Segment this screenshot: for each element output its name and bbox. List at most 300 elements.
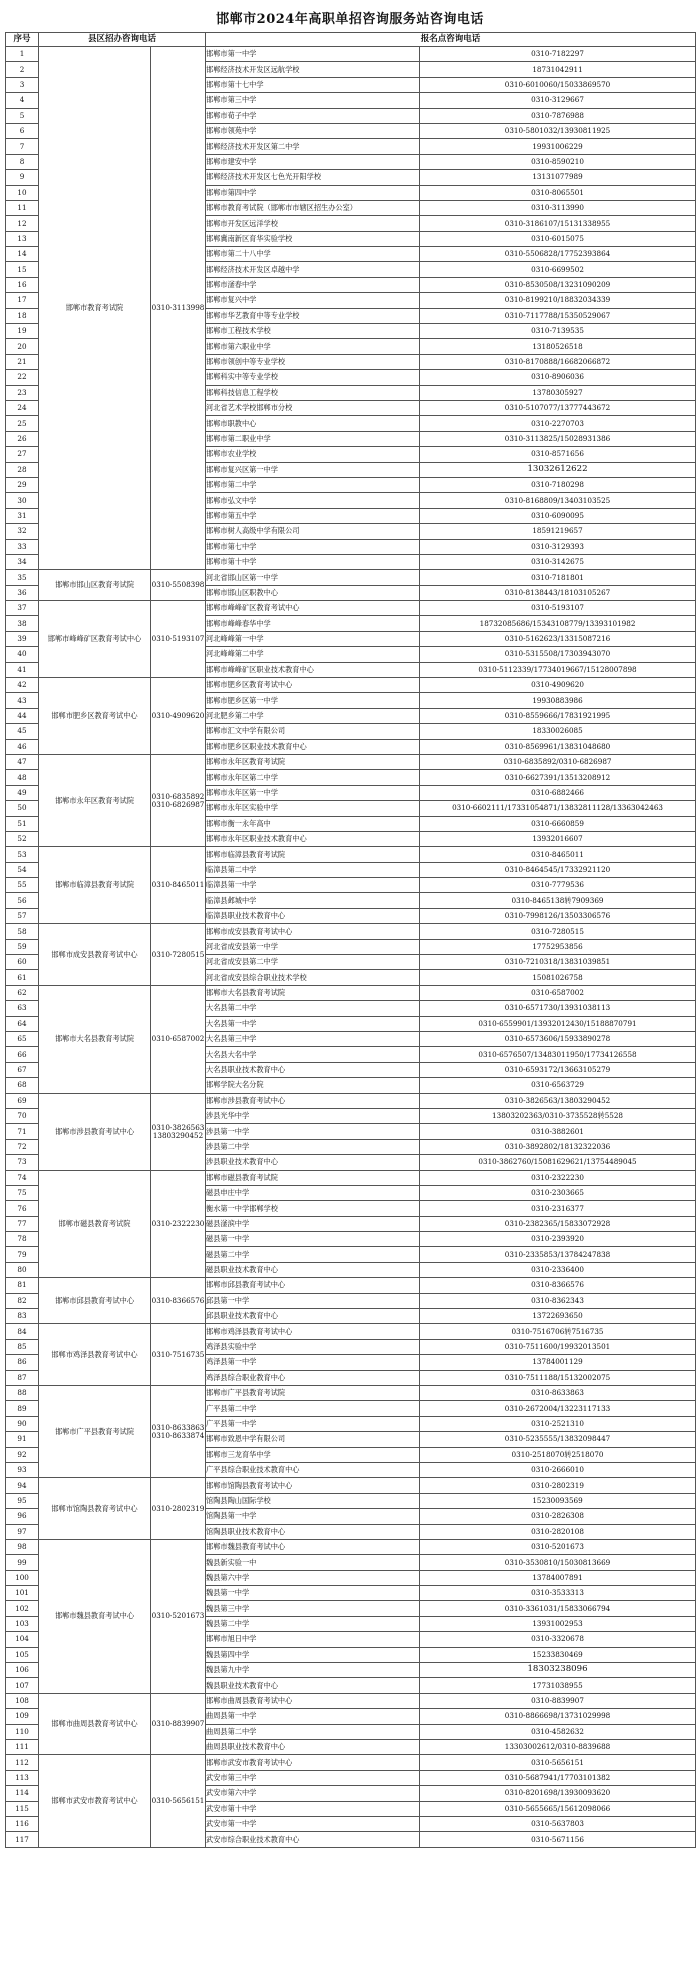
registration-site-name: 邯郸经济技术开发区远航学校: [206, 62, 420, 77]
registration-site-phone: 0310-7139535: [420, 324, 696, 339]
registration-site-phone: 0310-3113825/15028931386: [420, 431, 696, 446]
row-number: 85: [6, 1339, 39, 1354]
registration-site-phone: 17731038955: [420, 1678, 696, 1693]
registration-site-name: 邯郸市衡一永年高中: [206, 816, 420, 831]
registration-site-phone: 0310-6587002: [420, 985, 696, 1000]
registration-site-name: 邯郸市邱县教育考试中心: [206, 1278, 420, 1293]
registration-site-phone: 0310-6010060/15033869570: [420, 77, 696, 92]
registration-site-name: 邯郸市邯山区职教中心: [206, 585, 420, 600]
registration-site-name: 邯郸市领创中等专业学校: [206, 354, 420, 369]
registration-site-phone: 15233830469: [420, 1647, 696, 1662]
registration-site-phone: 0310-7876988: [420, 108, 696, 123]
table-row: [6, 1278, 696, 1293]
row-number: 27: [6, 447, 39, 462]
registration-site-name: 魏县第一中学: [206, 1586, 420, 1601]
registration-site-name: 曲周县第一中学: [206, 1709, 420, 1724]
registration-site-phone: 13131077989: [420, 170, 696, 185]
registration-site-name: 大名县第二中学: [206, 1001, 420, 1016]
registration-site-phone: 0310-7117788/15350529067: [420, 308, 696, 323]
table-row: [6, 1755, 696, 1770]
registration-site-phone: 0310-6559901/13932012430/15188870791: [420, 1016, 696, 1031]
row-number: 60: [6, 955, 39, 970]
registration-site-name: 邯郸市永年区职业技术教育中心: [206, 831, 420, 846]
district-office-phone: 0310-3826563 13803290452: [151, 1093, 206, 1170]
row-number: 97: [6, 1524, 39, 1539]
registration-site-phone: 0310-6660859: [420, 816, 696, 831]
registration-site-name: 邯郸学院大名分院: [206, 1078, 420, 1093]
registration-site-name: 邯郸市汇文中学有限公司: [206, 724, 420, 739]
district-office-name: 邯郸市涉县教育考试中心: [39, 1093, 151, 1170]
district-office-name: 邯郸市魏县教育考试中心: [39, 1539, 151, 1693]
registration-site-name: 邯郸市第一中学: [206, 47, 420, 62]
registration-site-name: 河北峰峰第二中学: [206, 647, 420, 662]
registration-site-name: 邱县第一中学: [206, 1293, 420, 1308]
header-registration: 报名点咨询电话: [206, 33, 696, 47]
registration-site-phone: 0310-6571730/13931038113: [420, 1001, 696, 1016]
registration-site-phone: 0310-2518070转2518070: [420, 1447, 696, 1462]
row-number: 29: [6, 477, 39, 492]
registration-site-name: 曲周县职业技术教育中心: [206, 1739, 420, 1754]
registration-site-name: 河北省艺术学校邯郸市分校: [206, 400, 420, 415]
row-number: 64: [6, 1016, 39, 1031]
row-number: 94: [6, 1478, 39, 1493]
registration-site-name: 临漳县第一中学: [206, 878, 420, 893]
registration-site-name: 邯郸市复兴区第一中学: [206, 462, 420, 477]
row-number: 8: [6, 154, 39, 169]
registration-site-phone: 0310-2802319: [420, 1478, 696, 1493]
registration-site-phone: 0310-2335853/13784247838: [420, 1247, 696, 1262]
header-district: 县区招办咨询电话: [39, 33, 206, 47]
registration-site-phone: 15081026758: [420, 970, 696, 985]
registration-site-phone: 13303002612/0310-8839688: [420, 1739, 696, 1754]
row-number: 57: [6, 908, 39, 923]
header-index: 序号: [6, 33, 39, 47]
registration-site-name: 涉县职业技术教育中心: [206, 1155, 420, 1170]
row-number: 47: [6, 754, 39, 769]
registration-site-name: 衡水第一中学邯郸学校: [206, 1201, 420, 1216]
registration-site-phone: 18303238096: [420, 1663, 696, 1678]
registration-site-name: 邯郸市农业学校: [206, 447, 420, 462]
row-number: 88: [6, 1385, 39, 1400]
registration-site-name: 邯郸市教育考试院（邯郸市市辖区招生办公室）: [206, 200, 420, 215]
registration-site-name: 河北省邯山区第一中学: [206, 570, 420, 585]
registration-site-phone: 0310-6593172/13663105279: [420, 1062, 696, 1077]
row-number: 16: [6, 277, 39, 292]
row-number: 31: [6, 508, 39, 523]
row-number: 62: [6, 985, 39, 1000]
row-number: 46: [6, 739, 39, 754]
registration-site-phone: 0310-2322230: [420, 1170, 696, 1185]
row-number: 12: [6, 216, 39, 231]
row-number: 89: [6, 1401, 39, 1416]
registration-site-name: 鸡泽县综合职业教育中心: [206, 1370, 420, 1385]
row-number: 17: [6, 293, 39, 308]
registration-site-phone: 0310-5235555/13832098447: [420, 1432, 696, 1447]
registration-site-phone: 13784007891: [420, 1570, 696, 1585]
row-number: 76: [6, 1201, 39, 1216]
row-number: 36: [6, 585, 39, 600]
registration-site-phone: 0310-8465138转7909369: [420, 893, 696, 908]
registration-site-name: 广平县第二中学: [206, 1401, 420, 1416]
registration-site-name: 武安市综合职业技术教育中心: [206, 1832, 420, 1847]
registration-site-phone: 0310-6835892/0310-6826987: [420, 754, 696, 769]
row-number: 2: [6, 62, 39, 77]
registration-site-name: 大名县第一中学: [206, 1016, 420, 1031]
row-number: 72: [6, 1139, 39, 1154]
table-row: [6, 1539, 696, 1554]
registration-site-name: 磁县第二中学: [206, 1247, 420, 1262]
registration-site-phone: 0310-8906036: [420, 370, 696, 385]
registration-site-name: 邯郸经济技术开发区卓越中学: [206, 262, 420, 277]
district-office-name: 邯郸市永年区教育考试院: [39, 754, 151, 846]
registration-site-name: 邯郸市旭日中学: [206, 1632, 420, 1647]
registration-site-phone: 0310-5637803: [420, 1816, 696, 1831]
row-number: 105: [6, 1647, 39, 1662]
registration-site-name: 武安市第三中学: [206, 1770, 420, 1785]
registration-site-name: 馆陶县第一中学: [206, 1509, 420, 1524]
row-number: 73: [6, 1155, 39, 1170]
row-number: 10: [6, 185, 39, 200]
registration-site-name: 邯郸市工程技术学校: [206, 324, 420, 339]
registration-site-name: 邯郸市荀子中学: [206, 108, 420, 123]
registration-site-name: 邯郸科实中等专业学校: [206, 370, 420, 385]
registration-site-phone: 0310-2521310: [420, 1416, 696, 1431]
registration-site-name: 邯郸市第四中学: [206, 185, 420, 200]
row-number: 11: [6, 200, 39, 215]
row-number: 100: [6, 1570, 39, 1585]
district-office-name: 邯郸市广平县教育考试院: [39, 1385, 151, 1477]
registration-site-phone: 0310-8170888/16682066872: [420, 354, 696, 369]
table-row: [6, 47, 696, 62]
registration-site-name: 邯郸市职教中心: [206, 416, 420, 431]
registration-site-phone: 0310-2303665: [420, 1185, 696, 1200]
registration-site-phone: 0310-3186107/15131338955: [420, 216, 696, 231]
registration-site-phone: 0310-5315508/17303943070: [420, 647, 696, 662]
district-office-name: 邯郸市临漳县教育考试院: [39, 847, 151, 924]
table-row: [6, 1170, 696, 1185]
row-number: 112: [6, 1755, 39, 1770]
registration-site-name: 邯郸冀南新区育华实验学校: [206, 231, 420, 246]
district-office-phone: 0310-6835892 0310-6826987: [151, 754, 206, 846]
registration-site-phone: 13931002953: [420, 1616, 696, 1631]
registration-site-name: 邯郸市广平县教育考试院: [206, 1385, 420, 1400]
registration-site-name: 邯郸市肥乡区教育考试中心: [206, 678, 420, 693]
row-number: 67: [6, 1062, 39, 1077]
row-number: 52: [6, 831, 39, 846]
registration-site-phone: 0310-2270703: [420, 416, 696, 431]
registration-site-phone: 0310-2672004/13223117133: [420, 1401, 696, 1416]
row-number: 51: [6, 816, 39, 831]
registration-site-name: 邯郸科技信息工程学校: [206, 385, 420, 400]
registration-site-phone: 0310-8138443/18103105267: [420, 585, 696, 600]
row-number: 93: [6, 1462, 39, 1477]
registration-site-phone: 0310-7210318/13831039851: [420, 955, 696, 970]
registration-site-phone: 0310-3142675: [420, 554, 696, 569]
registration-site-phone: 0310-8866698/13731029998: [420, 1709, 696, 1724]
row-number: 56: [6, 893, 39, 908]
registration-site-phone: 0310-2382365/15833072928: [420, 1216, 696, 1231]
registration-site-phone: 0310-6573606/15933890278: [420, 1032, 696, 1047]
row-number: 68: [6, 1078, 39, 1093]
row-number: 13: [6, 231, 39, 246]
registration-site-phone: 0310-3862760/15081629621/13754489045: [420, 1155, 696, 1170]
registration-site-name: 邯郸市建安中学: [206, 154, 420, 169]
registration-site-phone: 0310-7182297: [420, 47, 696, 62]
table-row: [6, 1093, 696, 1108]
row-number: 109: [6, 1709, 39, 1724]
registration-site-name: 邯郸市磁县教育考试院: [206, 1170, 420, 1185]
row-number: 65: [6, 1032, 39, 1047]
district-office-name: 邯郸市成安县教育考试中心: [39, 924, 151, 986]
district-office-name: 邯郸市曲周县教育考试中心: [39, 1693, 151, 1755]
registration-site-name: 大名县第三中学: [206, 1032, 420, 1047]
registration-site-phone: 0310-5687941/17703101382: [420, 1770, 696, 1785]
registration-site-phone: 19930883986: [420, 693, 696, 708]
table-row: [6, 754, 696, 769]
district-office-phone: 0310-2802319: [151, 1478, 206, 1540]
registration-site-name: 邯郸市大名县教育考试院: [206, 985, 420, 1000]
district-office-phone: 0310-3113998: [151, 47, 206, 570]
row-number: 117: [6, 1832, 39, 1847]
registration-site-phone: 0310-7280515: [420, 924, 696, 939]
row-number: 38: [6, 616, 39, 631]
district-office-phone: 0310-5508398: [151, 570, 206, 601]
row-number: 108: [6, 1693, 39, 1708]
registration-site-phone: 19931006229: [420, 139, 696, 154]
row-number: 19: [6, 324, 39, 339]
row-number: 70: [6, 1108, 39, 1123]
row-number: 48: [6, 770, 39, 785]
table-header-row: [6, 33, 696, 47]
registration-site-phone: 0310-5656151: [420, 1755, 696, 1770]
registration-site-name: 邯郸市永年区实验中学: [206, 801, 420, 816]
registration-site-phone: 0310-5506828/17752393864: [420, 247, 696, 262]
row-number: 35: [6, 570, 39, 585]
registration-site-phone: 0310-3129667: [420, 93, 696, 108]
row-number: 24: [6, 400, 39, 415]
row-number: 92: [6, 1447, 39, 1462]
row-number: 43: [6, 693, 39, 708]
registration-site-phone: 0310-8362343: [420, 1293, 696, 1308]
registration-site-name: 邯郸市三龙育华中学: [206, 1447, 420, 1462]
registration-site-phone: 0310-2826308: [420, 1509, 696, 1524]
row-number: 45: [6, 724, 39, 739]
registration-site-phone: 0310-8530508/13231090209: [420, 277, 696, 292]
registration-site-phone: 0310-6090095: [420, 508, 696, 523]
row-number: 22: [6, 370, 39, 385]
registration-site-phone: 0310-5112339/17734019667/15128007898: [420, 662, 696, 677]
row-number: 87: [6, 1370, 39, 1385]
row-number: 28: [6, 462, 39, 477]
registration-site-name: 魏县第四中学: [206, 1647, 420, 1662]
registration-site-phone: 0310-6699502: [420, 262, 696, 277]
registration-site-phone: 0310-7779536: [420, 878, 696, 893]
row-number: 4: [6, 93, 39, 108]
registration-site-name: 曲周县第二中学: [206, 1724, 420, 1739]
table-row: [6, 1324, 696, 1339]
registration-site-phone: 0310-2820108: [420, 1524, 696, 1539]
row-number: 20: [6, 339, 39, 354]
row-number: 96: [6, 1509, 39, 1524]
registration-site-phone: 0310-3826563/13803290452: [420, 1093, 696, 1108]
registration-site-phone: 0310-5107077/13777443672: [420, 400, 696, 415]
row-number: 55: [6, 878, 39, 893]
district-office-phone: 0310-2322230: [151, 1170, 206, 1278]
registration-site-name: 馆陶县陶山国际学校: [206, 1493, 420, 1508]
registration-site-name: 磁县滏滨中学: [206, 1216, 420, 1231]
row-number: 78: [6, 1232, 39, 1247]
registration-site-name: 鸡泽县实验中学: [206, 1339, 420, 1354]
registration-site-name: 邯郸经济技术开发区第二中学: [206, 139, 420, 154]
row-number: 21: [6, 354, 39, 369]
registration-site-name: 涉县第一中学: [206, 1124, 420, 1139]
registration-site-name: 河北峰峰第一中学: [206, 631, 420, 646]
registration-site-name: 邯郸市树人高级中学有限公司: [206, 524, 420, 539]
row-number: 114: [6, 1786, 39, 1801]
row-number: 39: [6, 631, 39, 646]
row-number: 30: [6, 493, 39, 508]
registration-site-phone: 0310-8559666/17831921995: [420, 708, 696, 723]
registration-site-name: 大名县职业技术教育中心: [206, 1062, 420, 1077]
registration-site-phone: 0310-6602111/17331054871/13832811128/13363042463: [420, 801, 696, 816]
registration-site-name: 魏县新实验一中: [206, 1555, 420, 1570]
district-office-name: 邯郸市鸡泽县教育考试中心: [39, 1324, 151, 1386]
registration-site-phone: 0310-3892802/18132322036: [420, 1139, 696, 1154]
district-office-phone: 0310-4909620: [151, 678, 206, 755]
registration-site-name: 邯郸市滏春中学: [206, 277, 420, 292]
row-number: 102: [6, 1601, 39, 1616]
row-number: 90: [6, 1416, 39, 1431]
table-row: [6, 1385, 696, 1400]
registration-site-name: 河北省成安县综合职业技术学校: [206, 970, 420, 985]
district-office-phone: 0310-5193107: [151, 601, 206, 678]
registration-site-name: 邯郸市峰峰矿区教育考试中心: [206, 601, 420, 616]
registration-site-phone: 0310-2336400: [420, 1262, 696, 1277]
registration-site-phone: 0310-8168809/13403103525: [420, 493, 696, 508]
row-number: 6: [6, 123, 39, 138]
registration-site-name: 邯郸市第二中学: [206, 477, 420, 492]
registration-site-phone: 0310-6563729: [420, 1078, 696, 1093]
registration-site-phone: 0310-8464545/17332921120: [420, 862, 696, 877]
registration-site-name: 邯郸市弘文中学: [206, 493, 420, 508]
registration-site-phone: 0310-8569961/13831048680: [420, 739, 696, 754]
registration-site-name: 邯郸市肥乡区职业技术教育中心: [206, 739, 420, 754]
district-office-name: 邯郸市肥乡区教育考试中心: [39, 678, 151, 755]
registration-site-name: 邯郸市致恩中学有限公司: [206, 1432, 420, 1447]
row-number: 83: [6, 1309, 39, 1324]
registration-site-name: 邱县职业技术教育中心: [206, 1309, 420, 1324]
row-number: 23: [6, 385, 39, 400]
registration-site-phone: 0310-3129393: [420, 539, 696, 554]
district-office-phone: 0310-5201673: [151, 1539, 206, 1693]
district-office-phone: 0310-8465011: [151, 847, 206, 924]
row-number: 101: [6, 1586, 39, 1601]
registration-site-phone: 0310-3533313: [420, 1586, 696, 1601]
registration-site-phone: 0310-3361031/15833066794: [420, 1601, 696, 1616]
registration-site-name: 河北省成安县第二中学: [206, 955, 420, 970]
registration-site-name: 魏县第九中学: [206, 1663, 420, 1678]
row-number: 86: [6, 1355, 39, 1370]
registration-site-name: 鸡泽县第一中学: [206, 1355, 420, 1370]
registration-site-phone: 0310-7181801: [420, 570, 696, 585]
district-office-phone: 0310-5656151: [151, 1755, 206, 1847]
registration-site-name: 大名县大名中学: [206, 1047, 420, 1062]
row-number: 32: [6, 524, 39, 539]
district-office-name: 邯郸市大名县教育考试院: [39, 985, 151, 1093]
row-number: 59: [6, 939, 39, 954]
row-number: 63: [6, 1001, 39, 1016]
registration-site-phone: 0310-6627391/13513208912: [420, 770, 696, 785]
row-number: 5: [6, 108, 39, 123]
row-number: 40: [6, 647, 39, 662]
table-row: [6, 601, 696, 616]
registration-site-phone: 0310-6015075: [420, 231, 696, 246]
registration-site-name: 邯郸市领苑中学: [206, 123, 420, 138]
row-number: 113: [6, 1770, 39, 1785]
registration-site-phone: 13780305927: [420, 385, 696, 400]
row-number: 41: [6, 662, 39, 677]
row-number: 50: [6, 801, 39, 816]
row-number: 71: [6, 1124, 39, 1139]
registration-site-name: 邯郸市第六职业中学: [206, 339, 420, 354]
registration-site-name: 临漳县职业技术教育中心: [206, 908, 420, 923]
district-office-phone: 0310-7516735: [151, 1324, 206, 1386]
row-number: 42: [6, 678, 39, 693]
registration-site-name: 邯郸市第七中学: [206, 539, 420, 554]
registration-site-name: 武安市第一中学: [206, 1816, 420, 1831]
row-number: 84: [6, 1324, 39, 1339]
contact-table: [5, 32, 696, 1848]
registration-site-phone: 0310-5801032/13930811925: [420, 123, 696, 138]
row-number: 115: [6, 1801, 39, 1816]
registration-site-phone: 0310-8590210: [420, 154, 696, 169]
row-number: 91: [6, 1432, 39, 1447]
registration-site-name: 魏县第六中学: [206, 1570, 420, 1585]
row-number: 37: [6, 601, 39, 616]
district-office-phone: 0310-8366576: [151, 1278, 206, 1324]
registration-site-phone: 0310-7511188/15132002075: [420, 1370, 696, 1385]
row-number: 81: [6, 1278, 39, 1293]
registration-site-name: 邯郸市峰峰春华中学: [206, 616, 420, 631]
district-office-name: 邯郸市教育考试院: [39, 47, 151, 570]
row-number: 53: [6, 847, 39, 862]
registration-site-phone: 0310-5655665/15612098066: [420, 1801, 696, 1816]
registration-site-phone: 13784001129: [420, 1355, 696, 1370]
registration-site-phone: 0310-4582632: [420, 1724, 696, 1739]
row-number: 26: [6, 431, 39, 446]
row-number: 75: [6, 1185, 39, 1200]
registration-site-name: 邯郸市临漳县教育考试院: [206, 847, 420, 862]
row-number: 99: [6, 1555, 39, 1570]
row-number: 69: [6, 1093, 39, 1108]
row-number: 58: [6, 924, 39, 939]
registration-site-phone: 13803202363/0310-3735528转5528: [420, 1108, 696, 1123]
district-office-phone: 0310-6587002: [151, 985, 206, 1093]
district-office-name: 邯郸市磁县教育考试院: [39, 1170, 151, 1278]
registration-site-phone: 0310-8366576: [420, 1278, 696, 1293]
table-row: [6, 924, 696, 939]
registration-site-phone: 0310-4909620: [420, 678, 696, 693]
registration-site-name: 邯郸市永年区第二中学: [206, 770, 420, 785]
row-number: 1: [6, 47, 39, 62]
registration-site-name: 临漳县邺城中学: [206, 893, 420, 908]
row-number: 82: [6, 1293, 39, 1308]
registration-site-phone: 0310-3530810/15030813669: [420, 1555, 696, 1570]
registration-site-phone: 13180526518: [420, 339, 696, 354]
registration-site-name: 邯郸市涉县教育考试中心: [206, 1093, 420, 1108]
row-number: 74: [6, 1170, 39, 1185]
registration-site-name: 邯郸市肥乡区第一中学: [206, 693, 420, 708]
